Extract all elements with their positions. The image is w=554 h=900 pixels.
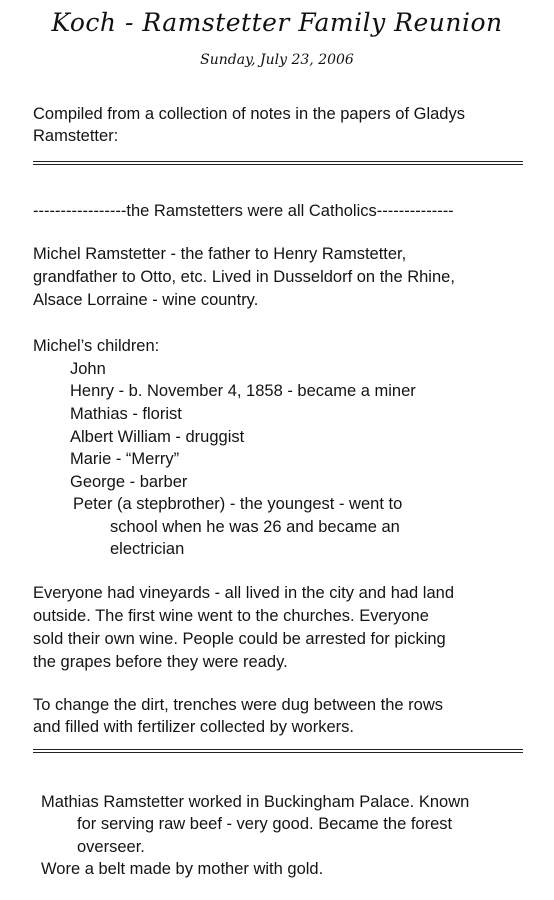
vineyards-line-2: outside. The first wine went to the churches. Everyone: [33, 607, 429, 625]
child-item: Mathias - florist: [70, 405, 182, 423]
michel-line-3: Alsace Lorraine - wine country.: [33, 291, 259, 309]
vineyards-line-1: Everyone had vineyards - all lived in the city and had land: [33, 584, 454, 602]
children-heading: Michel’s children:: [33, 337, 160, 355]
divider-rule-2: [33, 749, 523, 750]
vineyards-line-4: the grapes before they were ready.: [33, 653, 288, 671]
mathias-line-4: Wore a belt made by mother with gold.: [41, 860, 324, 878]
child-item: Albert William - druggist: [70, 428, 245, 446]
child-item: Marie - “Merry”: [70, 450, 180, 468]
vineyards-line-3: sold their own wine. People could be arrested for picking: [33, 630, 446, 648]
child-item: John: [70, 360, 106, 378]
religion-line: -----------------the Ramstetters were all Catholics--------------: [33, 202, 454, 220]
child-item: Peter (a stepbrother) - the youngest - went to: [73, 495, 403, 513]
event-date: Sunday, July 23, 2006: [200, 52, 354, 68]
dirt-line-1: To change the dirt, trenches were dug between the rows: [33, 696, 443, 714]
michel-line-2: grandfather to Otto, etc. Lived in Dusseldorf on the Rhine,: [33, 268, 455, 286]
mathias-line-2: for serving raw beef - very good. Became the forest: [77, 815, 453, 833]
child-item: Henry - b. November 4, 1858 - became a miner: [70, 382, 416, 400]
page-title: Koch - Ramstetter Family Reunion: [51, 8, 503, 37]
child-item-continuation: electrician: [110, 540, 185, 558]
child-item-continuation: school when he was 26 and became an: [110, 518, 400, 536]
divider-rule-1: [33, 161, 523, 162]
dirt-line-2: and filled with fertilizer collected by workers.: [33, 718, 354, 736]
child-item: George - barber: [70, 473, 188, 491]
mathias-line-3: overseer.: [77, 838, 145, 856]
michel-line-1: Michel Ramstetter - the father to Henry Ramstetter,: [33, 245, 407, 263]
mathias-line-1: Mathias Ramstetter worked in Buckingham Palace. Known: [41, 793, 470, 811]
intro-line-2: Ramstetter:: [33, 127, 119, 145]
intro-line-1: Compiled from a collection of notes in the papers of Gladys: [33, 105, 465, 123]
